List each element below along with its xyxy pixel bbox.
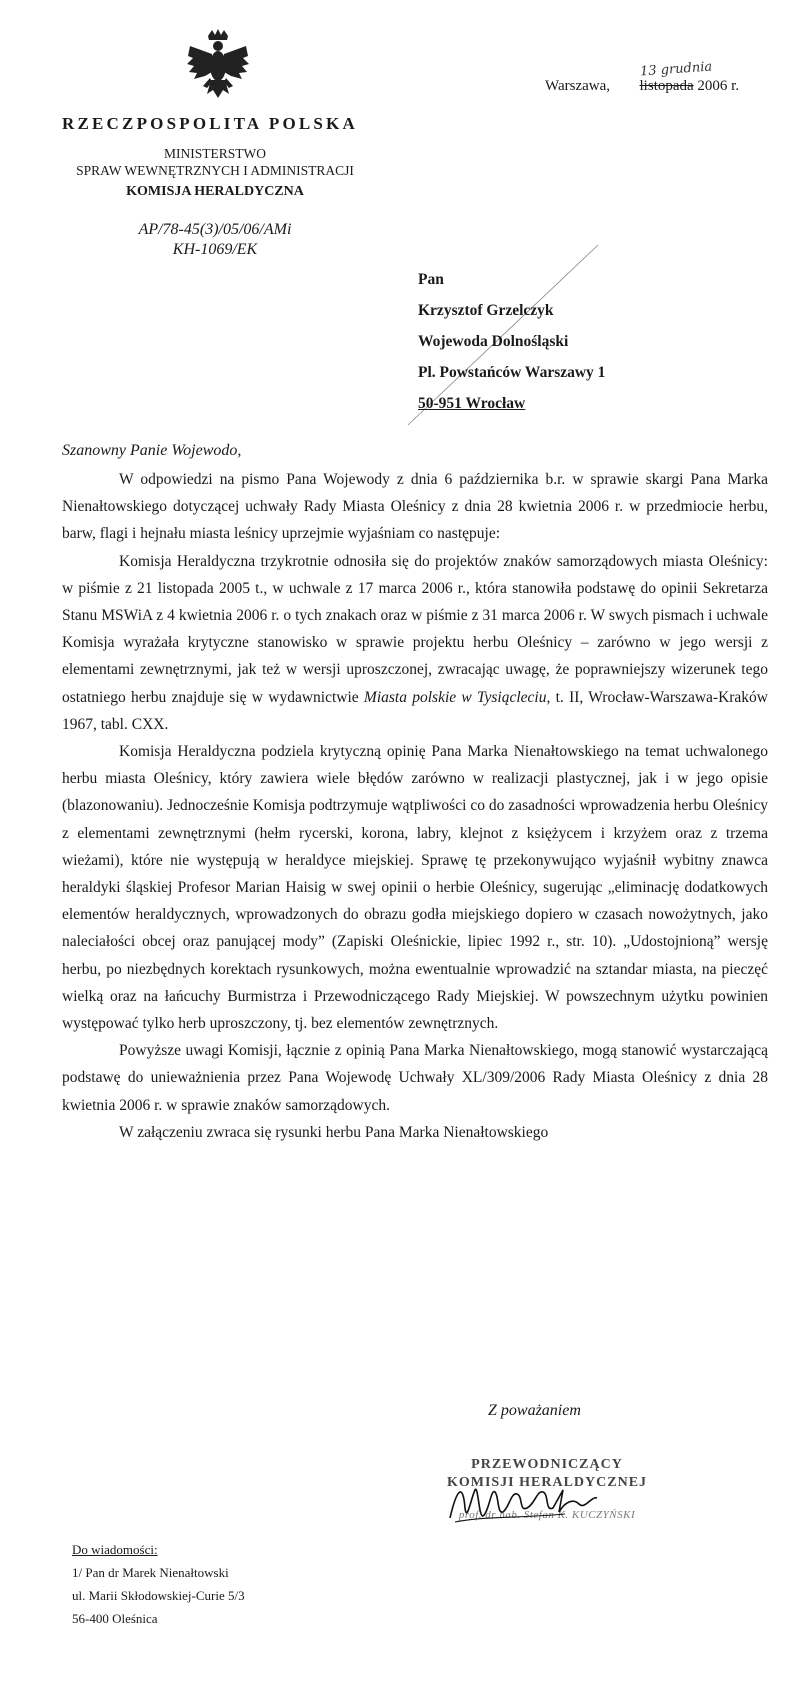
recipient-street: Pl. Powstańców Warszawy 1 bbox=[418, 364, 606, 381]
book-title: Miasta polskie w Tysiącleciu, bbox=[363, 688, 551, 706]
copy-to-line3: 56-400 Oleśnica bbox=[72, 1611, 158, 1626]
copy-to-line1: 1/ Pan dr Marek Nienałtowski bbox=[72, 1565, 229, 1580]
copy-to bbox=[72, 1538, 245, 1630]
paragraph-1: W odpowiedzi na pismo Pana Wojewody z dnia 6 października b.r. w sprawie skargi Pana Marka Nienałtowskiego dotyczącej uchwały Rady Miasta Oleśnicy z dnia 28 kwietnia 2006 r. w przedmiocie herbu, barw, flagi i hejnału miasta leśnicy uprzejmie wyjaśniam co następuje: bbox=[62, 471, 768, 543]
copy-to-line2: ul. Marii Skłodowskiej-Curie 5/3 bbox=[72, 1588, 245, 1603]
paragraph-2-end: t. II, Wrocław-Warszawa-Kraków 1967, tabl. CXX. bbox=[62, 688, 768, 733]
recipient-city: 50-951 Wrocław bbox=[418, 395, 526, 412]
salutation: Szanowny Panie Wojewodo, bbox=[62, 442, 242, 459]
paragraph-4: Powyższe uwagi Komisji, łącznie z opinią Pana Marka Nienałtowskiego, mogą stanowić wystarczającą podstawę do unieważnienia przez Pana Wojewodę Uchwały XL/309/2006 Rady Miasta Oleśnicy z dnia 28 kwietnia 2006 r. w sprawie znaków samorządowych. bbox=[62, 1042, 768, 1114]
recipient-address bbox=[418, 264, 605, 419]
reference-numbers bbox=[50, 220, 380, 260]
recipient-title: Pan bbox=[418, 271, 444, 288]
ministry-name bbox=[50, 145, 380, 179]
recipient-position: Wojewoda Dolnośląski bbox=[418, 333, 569, 350]
copy-to-header: Do wiadomości: bbox=[72, 1542, 158, 1557]
country-name: RZECZPOSPOLITA POLSKA bbox=[62, 114, 358, 133]
stamp-name: prof. dr hab. Stefan K. KUCZYŃSKI bbox=[458, 1509, 636, 1521]
reference-2: KH-1069/EK bbox=[172, 241, 258, 258]
recipient-name: Krzysztof Grzelczyk bbox=[418, 302, 554, 319]
ministry-line1: MINISTERSTWO bbox=[164, 146, 266, 161]
date-line bbox=[545, 78, 739, 95]
ministry-line2: SPRAW WEWNĘTRZNYCH I ADMINISTRACJI bbox=[76, 163, 354, 178]
handwritten-date: 13 grudnia bbox=[639, 59, 713, 80]
reference-1: AP/78-45(3)/05/06/AMi bbox=[138, 221, 292, 238]
paragraph-2 bbox=[62, 548, 768, 738]
paragraph-3: Komisja Heraldyczna podziela krytyczną opinię Pana Marka Nienałtowskiego na temat uchwalonego herbu miasta Oleśnicy, który zawiera wiele błędów zarówno w realizacji plastycznej, jak i w jego opisie (blazonowaniu). Jednocześnie Komisja podtrzymuje wątpliwości co do zasadności wprowadzenia herbu Oleśnicy z elementami zewnętrznymi (hełm rycerski, korona, labry, klejnot z księżycem i krzyżem oraz z trzema wieżami), które nie występują w heraldyce miejskiej. Sprawę tę przekonywująco wyjaśnił wybitny znawca heraldyki śląskiej Profesor Marian Haisig w swej opinii o herbie Oleśnicy, sugerując „eliminację dodatkowych elementów heraldycznych, wprowadzonych do obrazu godła miejskiego dopiero w czasach nowożytnych, jako naleciałości obcej oraz panującej mody” (Zapiski Oleśnickie, lipiec 1992 r., str. 10). „Udostojnioną” wersję herbu, po niezbędnych korektach rysunkowych, można ewentualnie wprowadzić na sztandar miasta, na pieczęć wielką oraz na łańcuchy Burmistrza i Przewodniczącego Rady Miejskiej. W powszechnym użytku powinien występować tylko herb uproszczony, tj. bez elementów zewnętrznych. bbox=[62, 743, 768, 1033]
handwritten-signature bbox=[445, 1478, 630, 1528]
stamp-line1: PRZEWODNICZĄCY bbox=[471, 1457, 623, 1472]
paragraph-2-text: Komisja Heraldyczna trzykrotnie odnosiła się do projektów znaków samorządowych miasta Oleśnicy: w piśmie z 21 listopada 2005 t., w uchwale z 17 marca 2006 r., która stanowiła podstawę do opinii Sekretarza Stanu MSWiA z 4 kwietnia 2006 r. o tych znakach oraz w piśmie z 31 marca 2006 r. W swych pismach i uchwale Komisja wyrażała krytyczne stanowisko w sprawie projektu herbu Oleśnicy – zarówno w jego wersji z elementami zewnętrznymi, jak też w wersji uproszczonej, zwracając uwagę, że poprawniejszy wizerunek tego ostatniego herbu znajduje się w wydawnictwie bbox=[62, 552, 768, 706]
stamp-line2: KOMISJI HERALDYCZNEJ bbox=[446, 1475, 648, 1490]
letter-body bbox=[62, 466, 768, 1146]
date-city: Warszawa, bbox=[545, 78, 611, 94]
struck-month: listopada bbox=[639, 78, 694, 94]
polish-eagle-icon bbox=[185, 28, 251, 104]
paragraph-5: W załączeniu zwraca się rysunki herbu Pana Marka Nienałtowskiego bbox=[119, 1123, 549, 1141]
date-year: 2006 r. bbox=[697, 78, 740, 94]
commission-name: KOMISJA HERALDYCZNA bbox=[126, 184, 304, 199]
closing: Z poważaniem bbox=[488, 1402, 581, 1419]
